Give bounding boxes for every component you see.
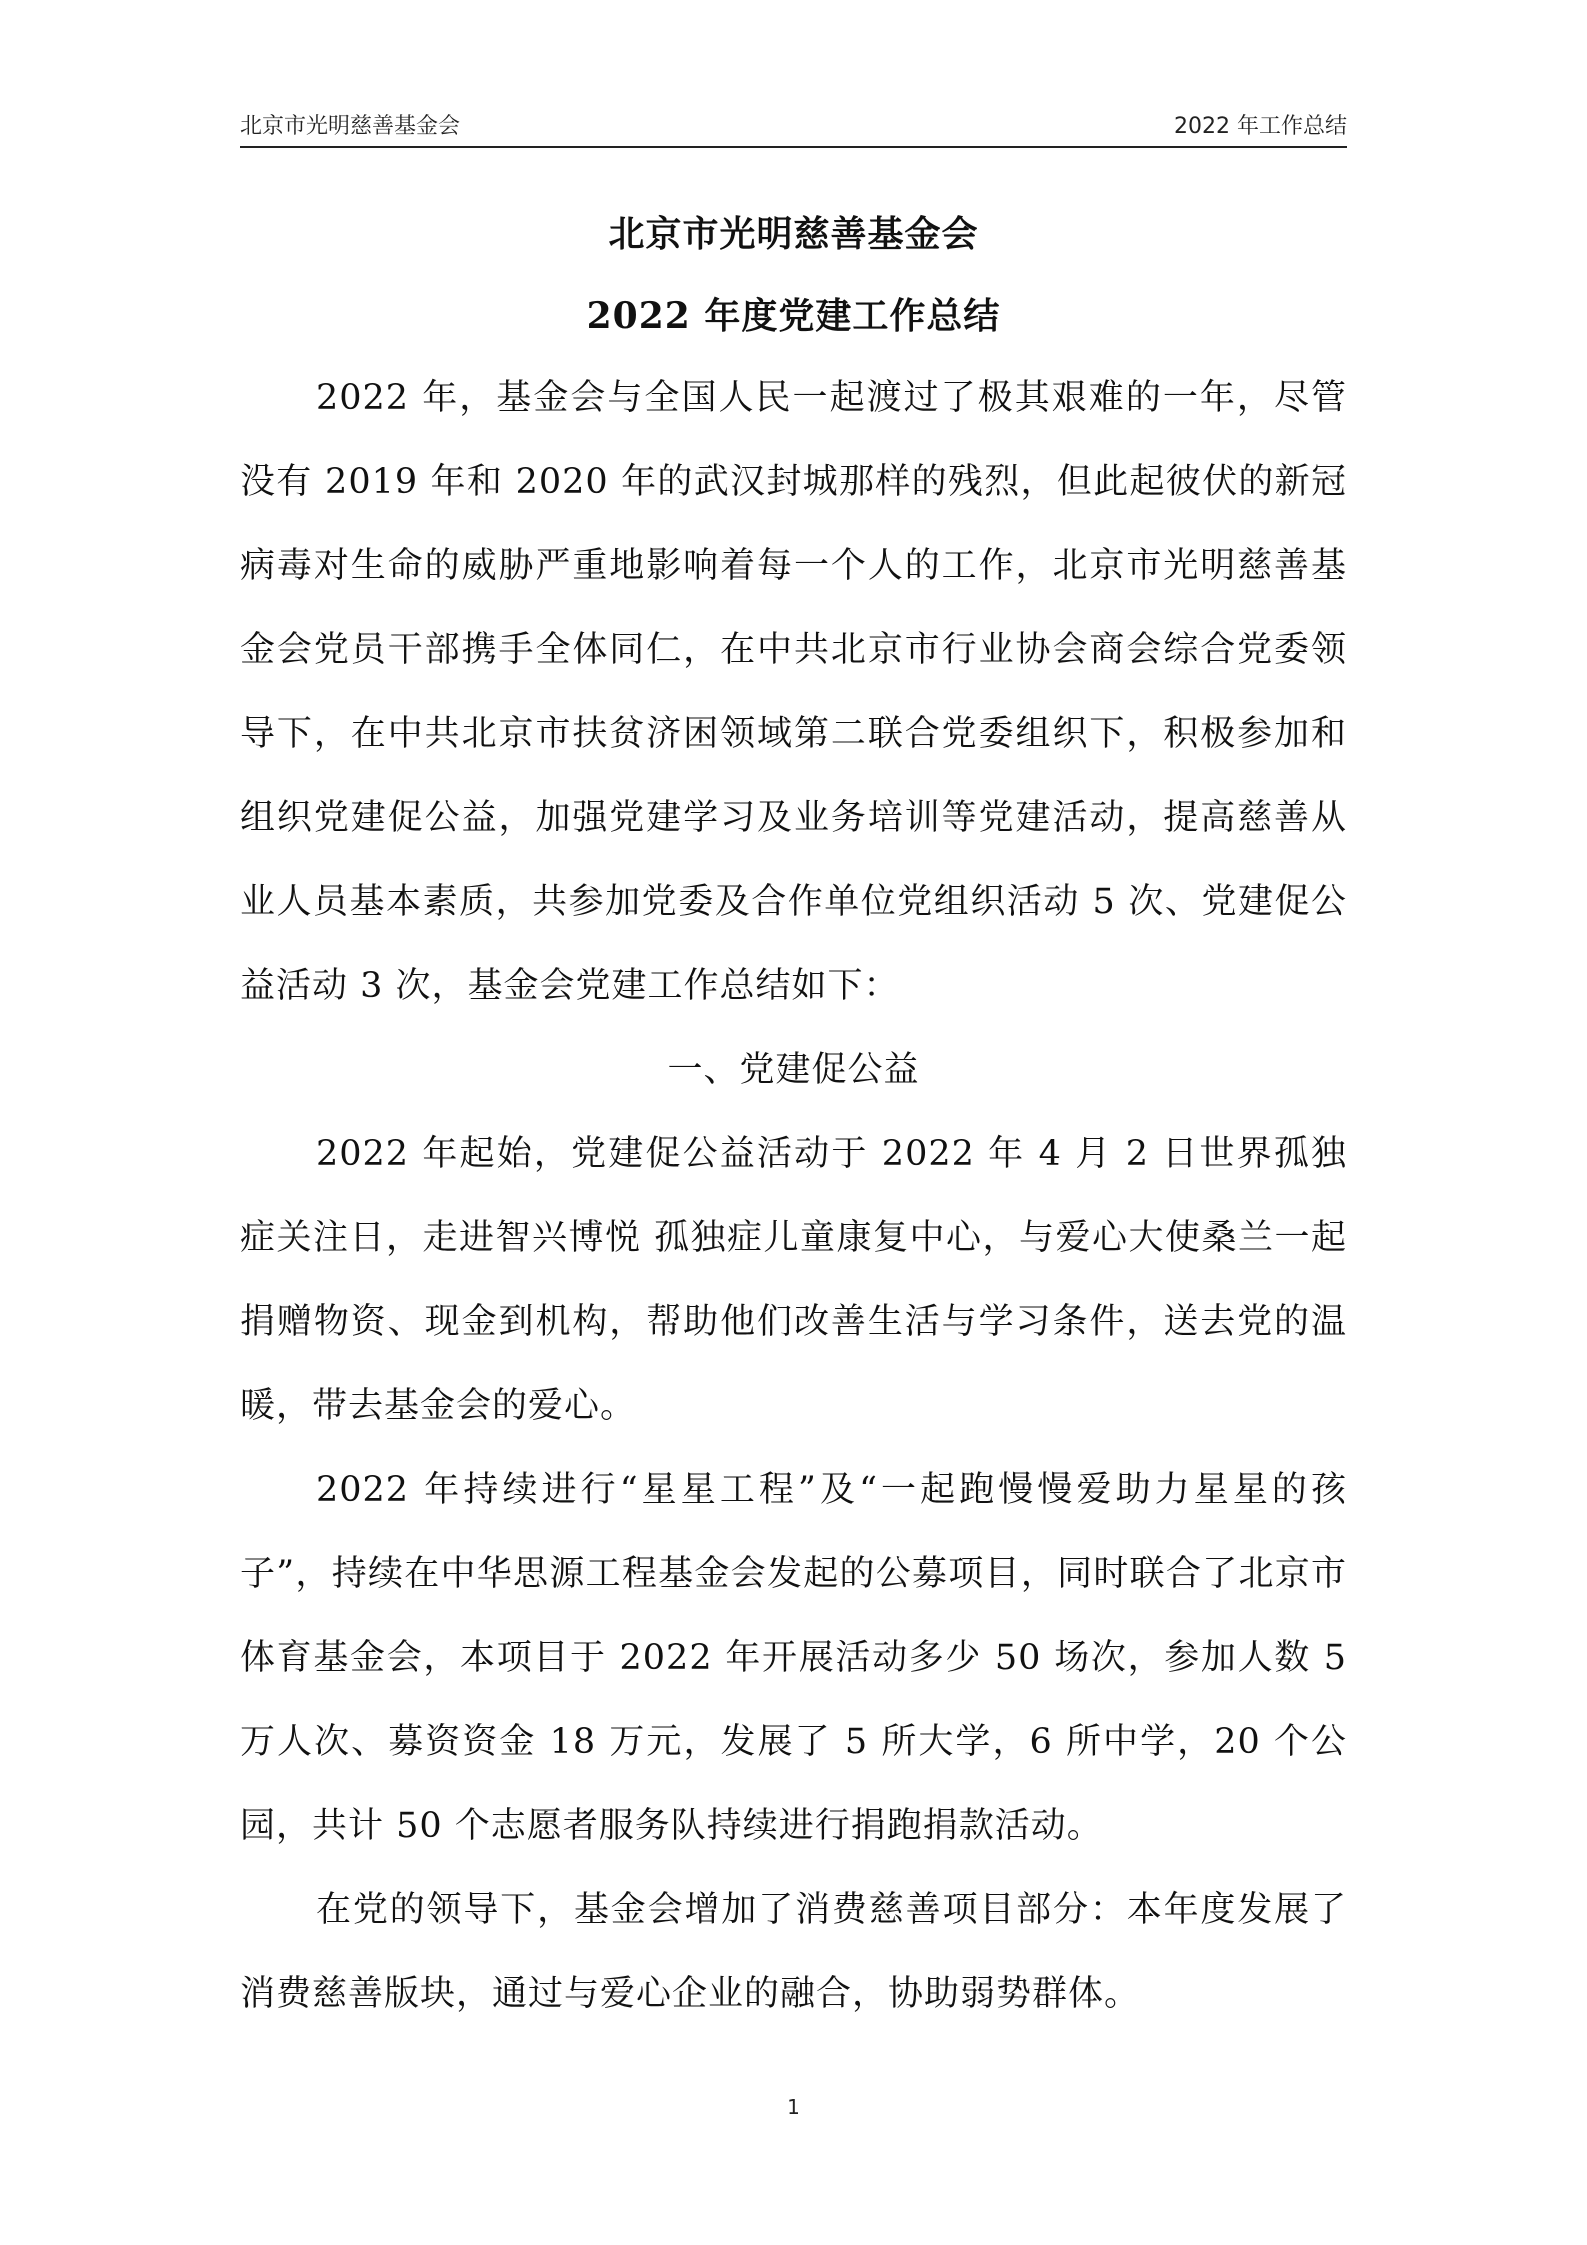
document-body — [240, 200, 1347, 2036]
document-title-line2: 2022 年度党建工作总结 — [586, 295, 1001, 337]
page-header — [240, 110, 1347, 148]
header-report-title: 2022 年工作总结 — [1174, 114, 1347, 139]
paragraph-consumer-charity: 在党的领导下，基金会增加了消费慈善项目部分：本年度发展了消费慈善版块，通过与爱心企业的融合，协助弱势群体。 — [240, 1890, 1347, 2014]
document-title-line1: 北京市光明慈善基金会 — [608, 213, 979, 255]
header-organization: 北京市光明慈善基金会 — [240, 114, 461, 139]
section-heading-1: 一、党建促公益 — [667, 1050, 920, 1090]
page-number: 1 — [787, 2095, 800, 2119]
paragraph-autism-day: 2022 年起始，党建促公益活动于 2022 年 4 月 2 日世界孤独症关注日，走进智兴博悦 孤独症儿童康复中心，与爱心大使桑兰一起捐赠物资、现金到机构，帮助他们改善生活与学习条件，送去党的温暖，带去基金会的爱心。 — [240, 1134, 1347, 1426]
paragraph-star-project: 2022 年持续进行“星星工程”及“一起跑慢慢爱助力星星的孩子”，持续在中华思源工程基金会发起的公募项目，同时联合了北京市体育基金会，本项目于 2022 年开展活动多少 50 场次，参加人数 5 万人次、募资资金 18 万元，发展了 5 所大学，6 所中学，20 个公园，共计 50 个志愿者服务队持续进行捐跑捐款活动。 — [240, 1470, 1347, 1846]
intro-paragraph: 2022 年，基金会与全国人民一起渡过了极其艰难的一年，尽管没有 2019 年和 2020 年的武汉封城那样的残烈，但此起彼伏的新冠病毒对生命的威胁严重地影响着每一个人的工作，北京市光明慈善基金会党员干部携手全体同仁，在中共北京市行业协会商会综合党委领导下，在中共北京市扶贫济困领域第二联合党委组织下，积极参加和组织党建促公益，加强党建学习及业务培训等党建活动，提高慈善从业人员基本素质，共参加党委及合作单位党组织活动 5 次、党建促公益活动 3 次，基金会党建工作总结如下： — [240, 378, 1347, 1006]
